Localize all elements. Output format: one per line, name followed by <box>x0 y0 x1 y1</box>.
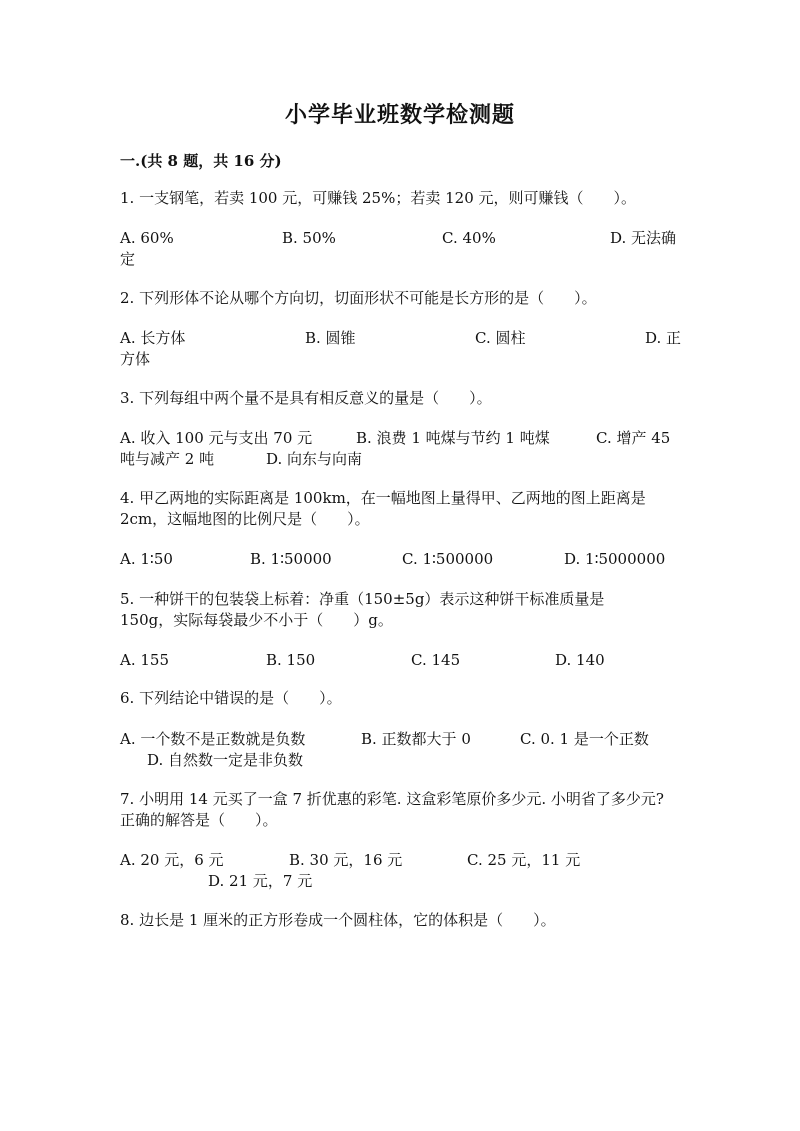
question-4-text-line-1: 4. 甲乙两地的实际距离是 100km，在一幅地图上量得甲、乙两地的图上距离是 <box>120 489 646 507</box>
question-2-option-d-continued: 方体 <box>120 350 151 368</box>
question-3-option-c-continued: 吨与减产 2 吨 <box>120 450 215 468</box>
question-4-option-a: A. 1∶50 <box>120 550 173 568</box>
question-3-option-d: D. 向东与向南 <box>266 450 363 468</box>
question-3-option-a: A. 收入 100 元与支出 70 元 <box>120 429 313 447</box>
question-1-text: 1. 一支钢笔，若卖 100 元，可赚钱 25%；若卖 120 元，则可赚钱（ ）。 <box>120 189 637 207</box>
question-1-option-c: C. 40% <box>442 229 496 247</box>
question-7-option-d: D. 21 元，7 元 <box>208 872 313 890</box>
question-5-text-line-1: 5. 一种饼干的包装袋上标着：净重（150±5g）表示这种饼干标准质量是 <box>120 590 605 608</box>
question-3-option-b: B. 浪费 1 吨煤与节约 1 吨煤 <box>356 429 550 447</box>
question-8 <box>120 910 690 931</box>
question-6-option-b: B. 正数都大于 0 <box>361 730 471 748</box>
question-3-text: 3. 下列每组中两个量不是具有相反意义的量是（ ）。 <box>120 389 492 407</box>
question-3-option-c: C. 增产 45 <box>596 429 671 447</box>
question-3 <box>120 388 690 409</box>
question-6-option-d: D. 自然数一定是非负数 <box>147 751 304 769</box>
question-5-text-line-2: 150g，实际每袋最少不小于（ ）g。 <box>120 611 393 629</box>
question-6-text: 6. 下列结论中错误的是（ ）。 <box>120 689 342 707</box>
question-4-option-c: C. 1∶500000 <box>402 550 494 568</box>
question-2-option-c: C. 圆柱 <box>475 329 526 347</box>
question-8-text: 8. 边长是 1 厘米的正方形卷成一个圆柱体，它的体积是（ ）。 <box>120 911 556 929</box>
question-6 <box>120 688 690 709</box>
question-2-text: 2. 下列形体不论从哪个方向切，切面形状不可能是长方形的是（ ）。 <box>120 289 597 307</box>
question-2 <box>120 288 690 309</box>
question-5-option-d: D. 140 <box>555 651 605 669</box>
question-4-option-b: B. 1∶50000 <box>250 550 332 568</box>
question-2-option-d: D. 正 <box>645 329 682 347</box>
question-4-text-line-2: 2cm，这幅地图的比例尺是（ ）。 <box>120 510 370 528</box>
exam-title: 小学毕业班数学检测题 <box>284 102 515 128</box>
question-1-option-d: D. 无法确 <box>610 229 677 247</box>
question-5-option-a: A. 155 <box>120 651 169 669</box>
question-7-option-a: A. 20 元，6 元 <box>120 851 224 869</box>
question-6-option-c: C. 0. 1 是一个正数 <box>520 730 649 748</box>
question-1 <box>120 188 690 209</box>
question-7-text-line-2: 正确的解答是（ ）。 <box>120 811 278 829</box>
question-1-option-b: B. 50% <box>282 229 336 247</box>
question-6-option-a: A. 一个数不是正数就是负数 <box>120 730 306 748</box>
question-7-text-line-1: 7. 小明用 14 元买了一盒 7 折优惠的彩笔. 这盒彩笔原价多少元. 小明省了多少元? <box>120 790 664 808</box>
question-5-option-c: C. 145 <box>411 651 461 669</box>
question-7-option-c: C. 25 元，11 元 <box>467 851 581 869</box>
question-5-option-b: B. 150 <box>266 651 316 669</box>
question-1-option-d-continued: 定 <box>120 250 136 268</box>
question-7-option-b: B. 30 元，16 元 <box>289 851 403 869</box>
question-1-option-a: A. 60% <box>120 229 174 247</box>
question-2-option-a: A. 长方体 <box>120 329 186 347</box>
question-2-option-b: B. 圆锥 <box>305 329 356 347</box>
question-4-option-d: D. 1∶5000000 <box>564 550 666 568</box>
question-4 <box>120 488 690 530</box>
section-heading: 一.(共 8 题，共 16 分) <box>120 152 282 170</box>
question-7 <box>120 789 690 831</box>
question-5 <box>120 589 690 631</box>
